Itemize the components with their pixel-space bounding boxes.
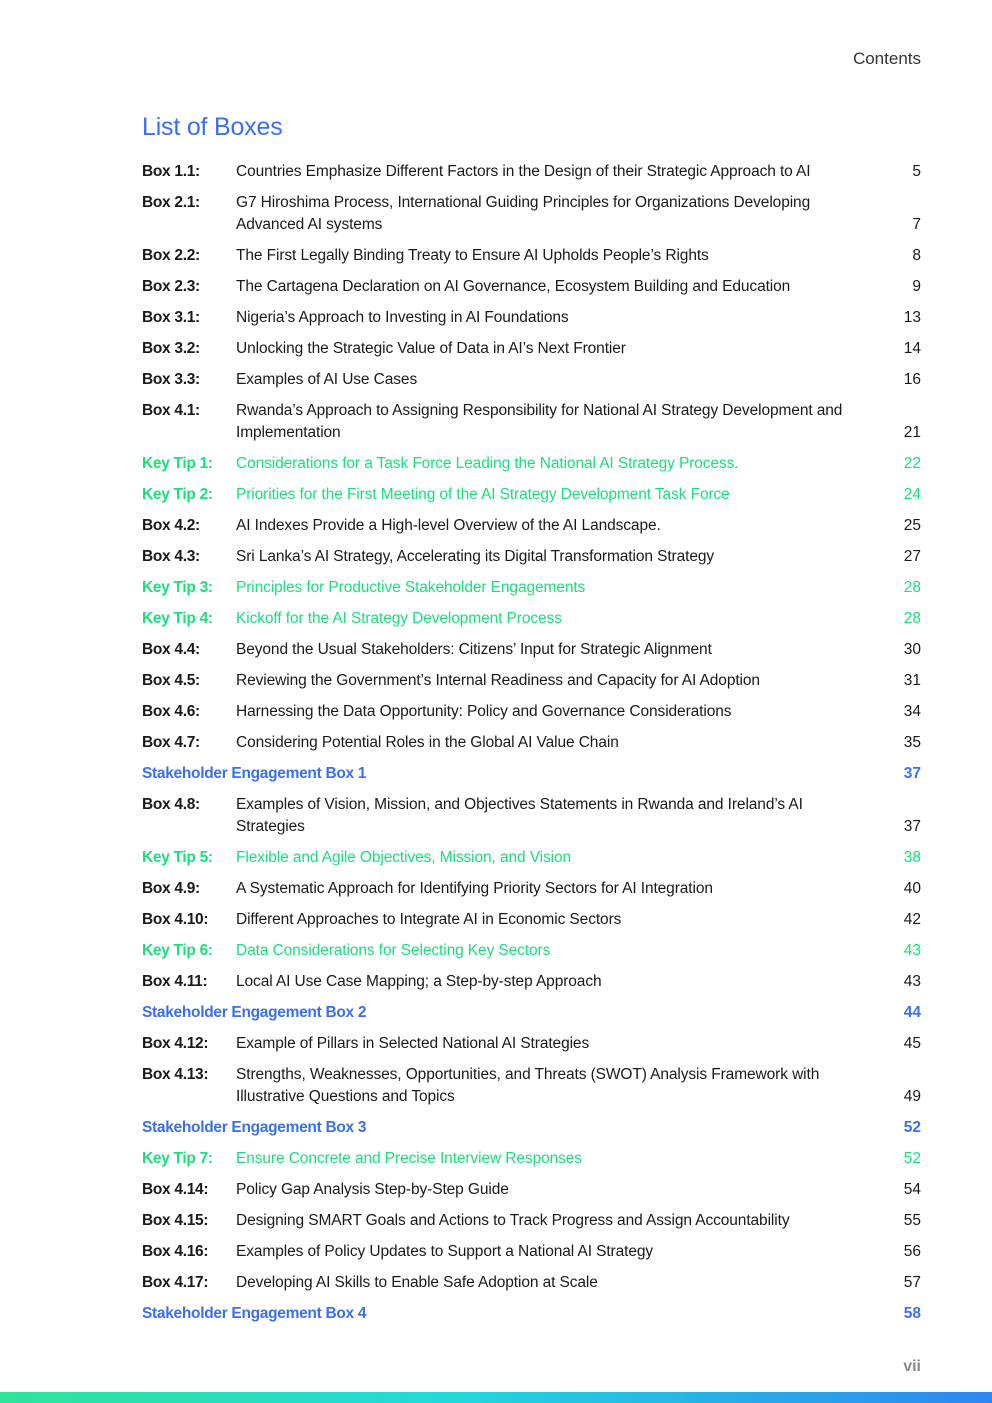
toc-entry-box[interactable] [142, 971, 921, 993]
toc-entry-page: 5 [912, 163, 921, 180]
toc-entry-label: Box 4.1: [142, 402, 200, 419]
toc-entry-label: Key Tip 5: [142, 849, 213, 866]
toc-entry-box[interactable] [142, 161, 921, 183]
toc-entry-title: Examples of AI Use Cases [236, 371, 418, 388]
toc-entry-page: 7 [912, 216, 921, 233]
toc-entry-page: 38 [903, 849, 921, 866]
toc-entry-key-tip[interactable] [142, 847, 921, 869]
toc-entry-key-tip[interactable] [142, 940, 921, 962]
toc-entry-page: 37 [903, 818, 921, 835]
toc-entry-label: Box 4.8: [142, 796, 200, 813]
toc-entry-box[interactable] [142, 276, 921, 298]
toc-entry-engagement[interactable] [142, 1002, 921, 1024]
toc-entry-label: Box 4.15: [142, 1212, 209, 1229]
toc-entry-label: Box 1.1: [142, 163, 200, 180]
toc-entry-title: Different Approaches to Integrate AI in Economic Sectors [236, 911, 622, 928]
toc-entry-title: G7 Hiroshima Process, International Guiding Principles for Organizations Developing Advanced AI systems [236, 194, 811, 233]
toc-entry-engagement[interactable] [142, 1303, 921, 1325]
toc-entry-page: 31 [903, 672, 921, 689]
toc-entry-title: Strengths, Weaknesses, Opportunities, and Threats (SWOT) Analysis Framework with Illustrative Questions and Topics [236, 1066, 820, 1105]
toc-entry-box[interactable] [142, 1179, 921, 1201]
toc-entry-title: Ensure Concrete and Precise Interview Responses [236, 1150, 582, 1167]
toc-entry-title: Policy Gap Analysis Step-by-Step Guide [236, 1181, 509, 1198]
toc-entry-label: Key Tip 3: [142, 579, 213, 596]
toc-entry-box[interactable] [142, 732, 921, 754]
toc-entry-label: Box 4.4: [142, 641, 200, 658]
toc-entry-label: Box 4.10: [142, 911, 209, 928]
toc-entry-title: A Systematic Approach for Identifying Priority Sectors for AI Integration [236, 880, 713, 897]
toc-entry-label: Box 4.7: [142, 734, 200, 751]
toc-entry-box[interactable] [142, 546, 921, 568]
toc-entry-label: Box 3.2: [142, 340, 200, 357]
toc-entry-box[interactable] [142, 909, 921, 931]
toc-entry-box[interactable] [142, 1210, 921, 1232]
toc-entry-title: Countries Emphasize Different Factors in the Design of their Strategic Approach to AI [236, 163, 811, 180]
toc-entry-title: Flexible and Agile Objectives, Mission, and Vision [236, 849, 572, 866]
toc-entry-box[interactable] [142, 338, 921, 360]
toc-entry-label: Key Tip 4: [142, 610, 213, 627]
toc-entry-title: The First Legally Binding Treaty to Ensure AI Upholds People’s Rights [236, 247, 709, 264]
footer-gradient-bar [0, 1392, 992, 1403]
toc-entry-label: Stakeholder Engagement Box 2 [142, 1004, 367, 1021]
toc-entry-title: Kickoff for the AI Strategy Development Process [236, 610, 562, 627]
toc-entry-box[interactable] [142, 1064, 921, 1108]
toc-entry-title: Examples of Policy Updates to Support a National AI Strategy [236, 1243, 654, 1260]
toc-entry-label: Key Tip 1: [142, 455, 213, 472]
toc-entry-title: Nigeria’s Approach to Investing in AI Foundations [236, 309, 569, 326]
toc-entry-page: 43 [903, 973, 921, 990]
toc-entry-page: 43 [903, 942, 921, 959]
toc-entry-label: Box 2.3: [142, 278, 200, 295]
toc-entry-label: Stakeholder Engagement Box 3 [142, 1119, 367, 1136]
toc-entry-page: 21 [903, 424, 921, 441]
toc-entry-page: 35 [903, 734, 921, 751]
toc-entry-label: Box 3.3: [142, 371, 200, 388]
toc-entry-label: Box 3.1: [142, 309, 200, 326]
toc-entry-page: 34 [903, 703, 921, 720]
toc-entry-label: Box 4.14: [142, 1181, 209, 1198]
toc-entry-title: Harnessing the Data Opportunity: Policy and Governance Considerations [236, 703, 732, 720]
toc-entry-key-tip[interactable] [142, 453, 921, 475]
toc-entry-title: Sri Lanka’s AI Strategy, Accelerating its Digital Transformation Strategy [236, 548, 715, 565]
toc-entry-page: 49 [903, 1088, 921, 1105]
toc-entry-page: 14 [903, 340, 921, 357]
toc-entry-page: 57 [903, 1274, 921, 1291]
toc-entry-page: 13 [903, 309, 921, 326]
toc-list [142, 161, 921, 1334]
toc-entry-page: 52 [903, 1119, 921, 1136]
toc-entry-title: Principles for Productive Stakeholder Engagements [236, 579, 586, 596]
toc-entry-title: Example of Pillars in Selected National AI Strategies [236, 1035, 590, 1052]
toc-entry-key-tip[interactable] [142, 1148, 921, 1170]
toc-entry-label: Box 2.2: [142, 247, 200, 264]
toc-entry-box[interactable] [142, 701, 921, 723]
toc-entry-page: 56 [903, 1243, 921, 1260]
toc-entry-title: Rwanda’s Approach to Assigning Responsibility for National AI Strategy Development and Implementation [236, 402, 843, 441]
toc-entry-box[interactable] [142, 794, 921, 838]
toc-entry-box[interactable] [142, 515, 921, 537]
toc-entry-title: Considerations for a Task Force Leading the National AI Strategy Process. [236, 455, 739, 472]
toc-entry-title: Reviewing the Government’s Internal Readiness and Capacity for AI Adoption [236, 672, 760, 689]
toc-entry-box[interactable] [142, 245, 921, 267]
toc-entry-key-tip[interactable] [142, 577, 921, 599]
toc-entry-label: Key Tip 7: [142, 1150, 213, 1167]
toc-entry-page: 37 [903, 765, 921, 782]
toc-entry-label: Box 4.13: [142, 1066, 209, 1083]
toc-entry-page: 52 [903, 1150, 921, 1167]
toc-entry-page: 22 [903, 455, 921, 472]
toc-entry-label: Key Tip 6: [142, 942, 213, 959]
toc-entry-key-tip[interactable] [142, 484, 921, 506]
toc-entry-title: Data Considerations for Selecting Key Sectors [236, 942, 551, 959]
toc-entry-box[interactable] [142, 400, 921, 444]
toc-entry-label: Box 4.16: [142, 1243, 209, 1260]
toc-entry-page: 55 [903, 1212, 921, 1229]
toc-entry-page: 16 [903, 371, 921, 388]
toc-entry-box[interactable] [142, 670, 921, 692]
toc-entry-page: 45 [903, 1035, 921, 1052]
toc-entry-label: Box 4.2: [142, 517, 200, 534]
toc-entry-label: Key Tip 2: [142, 486, 213, 503]
toc-entry-label: Box 4.9: [142, 880, 200, 897]
toc-entry-engagement[interactable] [142, 1117, 921, 1139]
toc-entry-box[interactable] [142, 1033, 921, 1055]
toc-entry-box[interactable] [142, 1241, 921, 1263]
toc-entry-title: AI Indexes Provide a High-level Overview of the AI Landscape. [236, 517, 661, 534]
toc-entry-box[interactable] [142, 1272, 921, 1294]
toc-entry-title: Considering Potential Roles in the Global AI Value Chain [236, 734, 619, 751]
toc-entry-label: Stakeholder Engagement Box 4 [142, 1305, 367, 1322]
toc-entry-page: 28 [903, 579, 921, 596]
toc-entry-label: Box 4.6: [142, 703, 200, 720]
toc-entry-label: Box 2.1: [142, 194, 200, 211]
toc-entry-label: Box 4.17: [142, 1274, 209, 1291]
toc-entry-box[interactable] [142, 639, 921, 661]
toc-entry-page: 58 [903, 1305, 921, 1322]
toc-entry-box[interactable] [142, 192, 921, 236]
toc-entry-title: Developing AI Skills to Enable Safe Adoption at Scale [236, 1274, 598, 1291]
toc-entry-page: 42 [903, 911, 921, 928]
toc-entry-label: Box 4.12: [142, 1035, 209, 1052]
toc-entry-title: Local AI Use Case Mapping; a Step-by-step Approach [236, 973, 602, 990]
toc-entry-page: 24 [903, 486, 921, 503]
toc-entry-page: 9 [912, 278, 921, 295]
toc-entry-label: Stakeholder Engagement Box 1 [142, 765, 367, 782]
toc-entry-box[interactable] [142, 878, 921, 900]
toc-entry-box[interactable] [142, 369, 921, 391]
toc-entry-page: 44 [903, 1004, 921, 1021]
toc-entry-title: Designing SMART Goals and Actions to Track Progress and Assign Accountability [236, 1212, 790, 1229]
toc-entry-page: 28 [903, 610, 921, 627]
toc-entry-page: 27 [903, 548, 921, 565]
page-title: List of Boxes [142, 113, 283, 141]
page-number: vii [903, 1358, 921, 1375]
toc-entry-title: Unlocking the Strategic Value of Data in AI’s Next Frontier [236, 340, 626, 357]
toc-entry-title: Priorities for the First Meeting of the AI Strategy Development Task Force [236, 486, 730, 503]
toc-entry-title: Beyond the Usual Stakeholders: Citizens’ Input for Strategic Alignment [236, 641, 712, 658]
toc-entry-page: 54 [903, 1181, 921, 1198]
toc-entry-page: 40 [903, 880, 921, 897]
toc-entry-label: Box 4.5: [142, 672, 200, 689]
toc-entry-page: 25 [903, 517, 921, 534]
toc-entry-title: The Cartagena Declaration on AI Governance, Ecosystem Building and Education [236, 278, 791, 295]
toc-entry-key-tip[interactable] [142, 608, 921, 630]
toc-entry-engagement[interactable] [142, 763, 921, 785]
toc-entry-label: Box 4.3: [142, 548, 200, 565]
toc-entry-title: Examples of Vision, Mission, and Objectives Statements in Rwanda and Ireland’s AI Strategies [236, 796, 803, 835]
toc-entry-label: Box 4.11: [142, 973, 208, 990]
toc-entry-page: 8 [912, 247, 921, 264]
toc-entry-box[interactable] [142, 307, 921, 329]
toc-entry-page: 30 [903, 641, 921, 658]
running-header: Contents [852, 49, 921, 68]
